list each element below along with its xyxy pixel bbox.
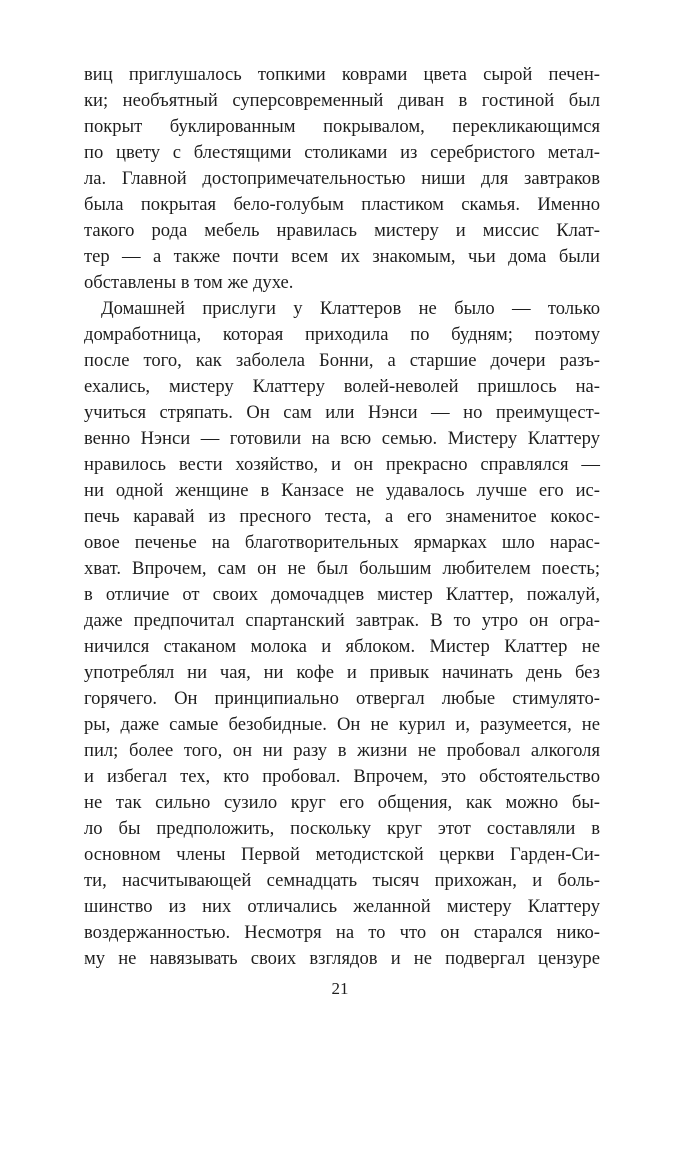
text-line: в отличие от своих домочадцев мистер Клаттер, пожалуй,: [84, 584, 600, 605]
paragraph-1: [84, 62, 600, 296]
text-line: [84, 1050, 600, 1076]
paragraph-2: [84, 296, 600, 1154]
text-line: ничился стаканом молока и яблоком. Мистер Клаттер не: [84, 636, 600, 657]
text-line: шинство из них отличались желанной мистеру Клаттеру: [84, 896, 600, 917]
text-line: воздержанностью. Несмотря на то что он старался нико-: [84, 922, 600, 943]
text-line: и избегал тех, кто пробовал. Впрочем, это обстоятельство: [84, 766, 600, 787]
text-line: [84, 998, 600, 1024]
text-line: даже предпочитал спартанский завтрак. В то утро он огра-: [84, 610, 600, 631]
text-line: ти, насчитывающей семнадцать тысяч прихожан, и боль-: [84, 870, 600, 891]
text-line: такого рода мебель нравилась мистеру и миссис Клат-: [84, 220, 600, 241]
text-line: [84, 1128, 600, 1154]
text-line: после того, как заболела Бонни, а старшие дочери разъ-: [84, 350, 600, 371]
text-line: [84, 1024, 600, 1050]
text-line: основном члены Первой методистской церкви Гарден-Си-: [84, 844, 600, 865]
text-line: хват. Впрочем, сам он не был большим любителем поесть;: [84, 558, 600, 579]
text-line: нравилось вести хозяйство, и он прекрасно справлялся —: [84, 454, 600, 475]
text-line: ла. Главной достопримечательностью ниши для завтраков: [84, 168, 600, 189]
text-line: печь каравай из пресного теста, а его знаменитое кокос-: [84, 506, 600, 527]
page-number: 21: [331, 979, 349, 998]
text-line: горячего. Он принципиально отвергал любые стимулято-: [84, 688, 600, 709]
text-line: ехались, мистеру Клаттеру волей-неволей пришлось на-: [84, 376, 600, 397]
text-line: домработница, которая приходила по будням; поэтому: [84, 324, 600, 345]
text-line: употреблял ни чая, ни кофе и привык начинать день без: [84, 662, 600, 683]
text-line: обставлены в том же духе.: [84, 272, 294, 293]
text-line: не так сильно сузило круг его общения, как можно бы-: [84, 792, 600, 813]
text-line: Домашней прислуги у Клаттеров не было — только: [101, 298, 600, 319]
text-line: пил; более того, он ни разу в жизни не пробовал алкоголя: [84, 740, 600, 761]
text-line: ло бы предположить, поскольку круг этот составляли в: [84, 818, 600, 839]
text-line: тер — а также почти всем их знакомым, чьи дома были: [84, 246, 600, 267]
text-line: покрыт буклированным покрывалом, перекликающимся: [84, 116, 600, 137]
text-line: [84, 1102, 600, 1128]
text-line: ни одной женщине в Канзасе не удавалось лучше его ис-: [84, 480, 600, 501]
text-line: му не навязывать своих взглядов и не подвергал цензуре: [84, 948, 600, 969]
text-line: ры, даже самые безобидные. Он не курил и, разумеется, не: [84, 714, 600, 735]
text-line: по цвету с блестящими столиками из серебристого метал-: [84, 142, 600, 163]
text-line: виц приглушалось топкими коврами цвета сырой печен-: [84, 64, 600, 85]
text-line: учиться стряпать. Он сам или Нэнси — но преимущест-: [84, 402, 600, 423]
text-line: [84, 1076, 600, 1102]
text-line: ки; необъятный суперсовременный диван в гостиной был: [84, 90, 600, 111]
text-line: венно Нэнси — готовили на всю семью. Мистеру Клаттеру: [84, 428, 600, 449]
text-line: овое печенье на благотворительных ярмарках шло нарас-: [84, 532, 600, 553]
text-line: была покрытая бело-голубым пластиком скамья. Именно: [84, 194, 600, 215]
